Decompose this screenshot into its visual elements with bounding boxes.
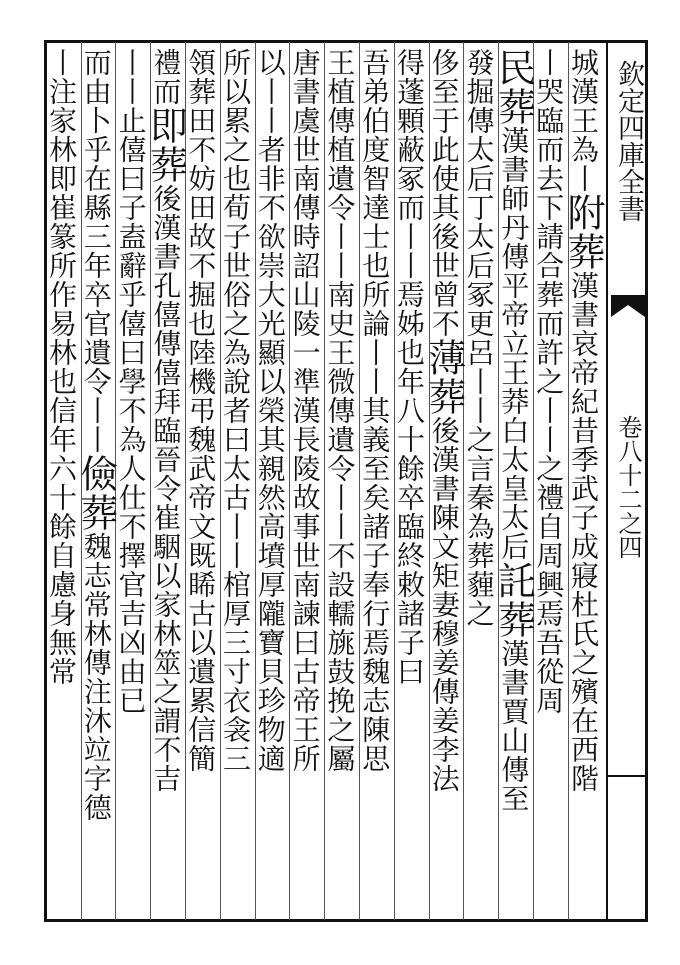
text-run: 以丨丨者非不欲崇大光顯以榮其親然高墳厚隴寶貝珍物適 (253, 48, 287, 773)
text-column-3 (491, 48, 536, 912)
margin-column-rule (606, 40, 608, 922)
fishtail-mark-icon (611, 295, 645, 325)
margin-volume-label: 卷八十二之四 (614, 415, 642, 559)
entry-heading: 民葬 (491, 48, 536, 126)
text-column-6 (394, 48, 429, 912)
text-column-16 (46, 48, 81, 912)
text-run: 後漢書孔僖傳僖拜臨晉令崔駰以家林筮之謂不吉 (149, 184, 183, 793)
text-run: 而由卜乎在縣三年卒官遺令丨丨 (79, 48, 113, 454)
text-run: 漢書哀帝紀昔季武子成寢杜氏之殯在西階 (566, 271, 600, 793)
text-run: 後漢書陳文矩妻穆姜傳姜李法 (427, 416, 461, 793)
entry-heading: 薄葬 (421, 338, 466, 416)
text-run: 信年六十餘自慮身無常 (44, 396, 78, 686)
entry-heading: 附葬 (560, 193, 605, 271)
text-run: 唐書虞世南傳時詔山陵一準漢長陵故事世南諫曰古帝王所 (288, 48, 322, 773)
text-column-7 (359, 48, 394, 912)
text-run: 吾弟伯度智達士也所論丨丨其義至矣諸子奉行焉魏志陳思 (358, 48, 392, 773)
text-run: 言秦為葬薶之 (462, 454, 496, 628)
text-run: 侈至于此使其後世曾不 (427, 48, 461, 338)
text-run: 所以累之也荀子世俗之為說者曰太古丨丨棺厚三寸衣衾三 (218, 48, 252, 773)
text-run: 城漢王為丨 (566, 48, 600, 193)
text-run: 漢書賈山傳至 (497, 639, 531, 813)
text-column-1 (560, 48, 605, 912)
text-run: 王植傳植遺令丨丨南史王微傳遺令丨丨不設轜旐鼓挽之屬 (323, 48, 357, 773)
text-run: 丨注家林即崔篆所作易林也 (44, 48, 78, 396)
text-column-11 (220, 48, 255, 912)
text-column-14 (116, 48, 151, 912)
entry-heading: 即葬 (143, 106, 188, 184)
text-column-8 (325, 48, 360, 912)
text-column-4 (464, 48, 499, 912)
text-column-12 (185, 48, 220, 912)
text-column-13 (143, 48, 188, 912)
text-column-2 (533, 48, 568, 912)
text-run: 丨哭臨而去 (532, 48, 566, 193)
text-run: 得蓬顆蔽冢而丨丨焉 (392, 48, 426, 309)
text-run: 魏志常林傳注沐竝字德 (79, 532, 113, 822)
text-run: 丨丨 (114, 48, 148, 106)
entry-heading: 託葬 (491, 561, 536, 639)
text-run: 下請合葬而許之丨丨之禮自周興焉吾從周 (532, 193, 566, 715)
text-run: 止僖曰子盍辭乎僖曰學不為人仕不擇官吉凶由已 (114, 106, 148, 715)
text-run: 發掘傳太后丁太后冢更呂丨丨之 (462, 48, 496, 454)
text-column-5 (421, 48, 466, 912)
text-run: 姊也年八十餘卒臨終敕諸子曰 (392, 309, 426, 686)
entry-heading: 儉葬 (73, 454, 118, 532)
text-run: 領葬田不妨田故不掘也陸機弔魏武帝文既睎古以遺累信簡 (184, 48, 218, 773)
text-run: 禮而 (149, 48, 183, 106)
margin-book-title: 欽定四庫全書 (613, 60, 644, 222)
text-run: 漢書師丹傳平帝立王莽白太皇太后 (497, 126, 531, 561)
text-column-10 (255, 48, 290, 912)
margin-lower-mark (606, 775, 648, 777)
text-column-9 (290, 48, 325, 912)
text-column-15 (73, 48, 118, 912)
